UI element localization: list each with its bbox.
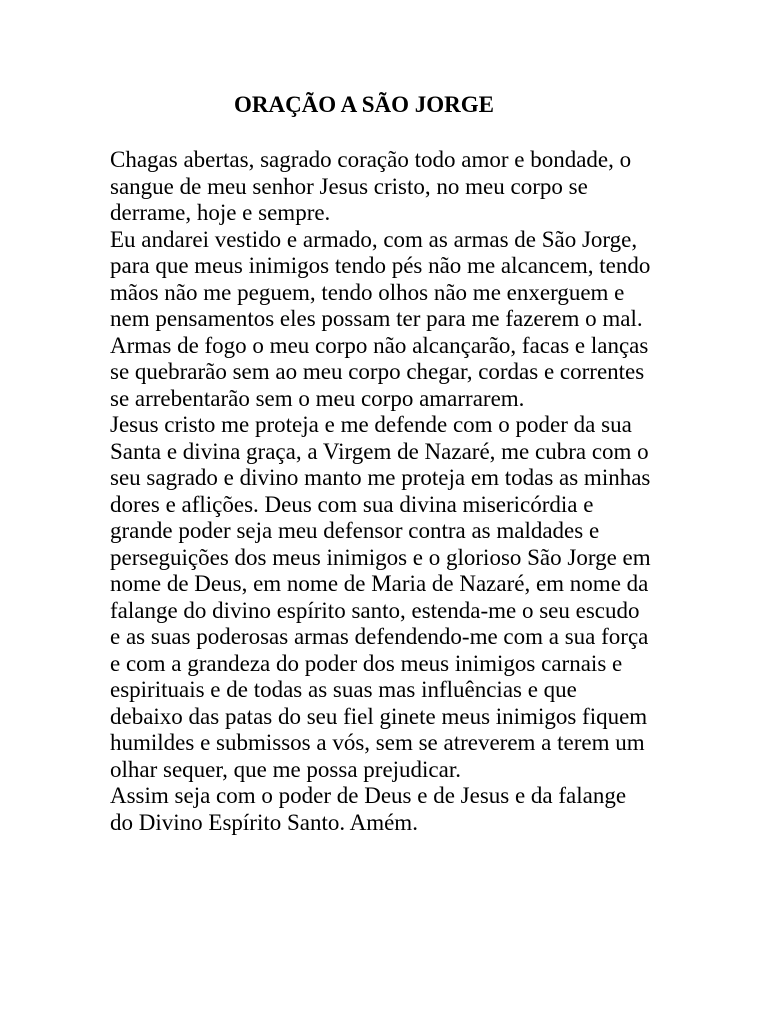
body-line: e com a grandeza do poder dos meus inimigos carnais e: [110, 650, 623, 676]
body-line: espirituais e de todas as suas mas influências e que: [110, 677, 577, 702]
body-line: falange do divino espírito santo, estenda-me o seu escudo: [110, 597, 640, 623]
body-line: derrame, hoje e sempre.: [110, 200, 331, 225]
body-line: se quebrarão sem ao meu corpo chegar, cordas e correntes: [110, 359, 645, 384]
body-line: Chagas abertas, sagrado coração todo amor e bondade, o: [110, 147, 632, 172]
body-line: seu sagrado e divino manto me proteja em todas as minhas: [110, 465, 651, 490]
body-line: humildes e submissos a vós, sem se atreverem a terem um: [110, 730, 645, 755]
body-line: dores e aflições. Deus com sua divina misericórdia e: [110, 491, 594, 517]
document-title: ORAÇÃO A SÃO JORGE: [233, 92, 495, 117]
body-line: nome de Deus, em nome de Maria de Nazaré, em nome da: [110, 571, 649, 596]
body-line: nem pensamentos eles possam ter para me fazerem o mal.: [110, 306, 643, 331]
body-line: debaixo das patas do seu fiel ginete meus inimigos fiquem: [110, 703, 648, 729]
body-line: Assim seja com o poder de Deus e de Jesus e da falange: [110, 783, 627, 808]
body-line: Santa e divina graça, a Virgem de Nazaré, me cubra com o: [110, 438, 649, 464]
body-line: para que meus inimigos tendo pés não me alcancem, tendo: [110, 253, 651, 278]
body-line: Jesus cristo me proteja e me defende com o poder da sua: [110, 412, 632, 437]
body-line: do Divino Espírito Santo. Amém.: [110, 809, 418, 835]
body-line: mãos não me peguem, tendo olhos não me enxerguem e: [110, 279, 625, 305]
body-line: olhar sequer, que me possa prejudicar.: [110, 756, 461, 782]
body-line: grande poder seja meu defensor contra as maldades e: [110, 518, 600, 543]
body-line: Eu andarei vestido e armado, com as armas de São Jorge,: [110, 226, 638, 252]
prayer-body: [110, 147, 730, 836]
body-line: e as suas poderosas armas defendendo-me com a sua força: [110, 624, 649, 649]
body-line: Armas de fogo o meu corpo não alcançarão, facas e lanças: [110, 332, 649, 358]
body-line: se arrebentarão sem o meu corpo amarrarem.: [110, 385, 525, 411]
body-line: perseguições dos meus inimigos e o glorioso São Jorge em: [110, 544, 651, 570]
body-line: sangue de meu senhor Jesus cristo, no meu corpo se: [110, 173, 588, 199]
